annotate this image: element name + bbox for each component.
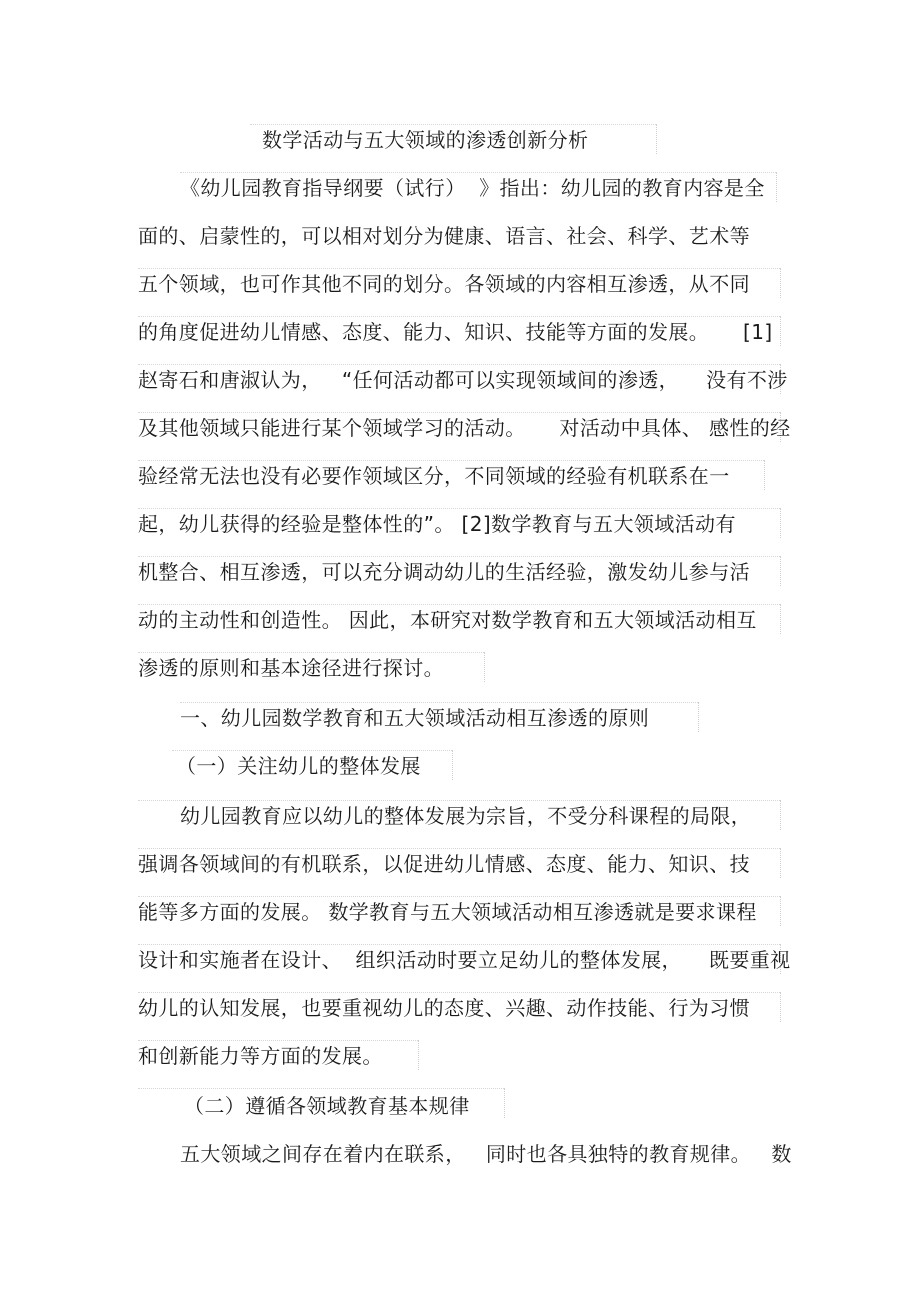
paragraph-line: 的角度促进幼儿情感、态度、能力、知识、技能等方面的发展。 [1] — [138, 320, 773, 344]
paragraph-line: 面的、启蒙性的，可以相对划分为健康、语言、社会、科学、艺术等 — [138, 224, 750, 248]
guide-rule — [138, 1088, 504, 1089]
paragraph-line: 机整合、相互渗透，可以充分调动幼儿的生活经验，激发幼儿参与活 — [138, 560, 750, 584]
guide-rule — [452, 750, 453, 780]
guide-rule — [138, 604, 780, 605]
guide-rule — [138, 460, 764, 461]
guide-rule — [138, 364, 780, 365]
guide-rule — [138, 412, 780, 413]
guide-rule — [698, 702, 699, 732]
paragraph-line: 赵寄石和唐淑认为， “任何活动都可以实现领域间的渗透， 没有不涉 — [138, 368, 788, 392]
guide-rule — [138, 556, 780, 557]
guide-rule — [138, 652, 484, 653]
section-heading: 一、幼儿园数学教育和五大领域活动相互渗透的原则 — [180, 706, 650, 730]
paragraph-line: 五大领域之间存在着内在联系， 同时也各具独特的教育规律。 数 — [180, 1142, 792, 1166]
guide-rule — [138, 268, 780, 269]
guide-rule — [780, 508, 781, 538]
paragraph-line: 设计和实施者在设计、 组织活动时要立足幼儿的整体发展， 既要重视 — [138, 948, 791, 972]
guide-rule — [504, 1088, 505, 1118]
subsection-heading: （二）遵循各领域教育基本规律 — [184, 1094, 470, 1118]
guide-rule — [138, 800, 780, 801]
paragraph-line: 验经常无法也没有必要作领域区分，不同领域的经验有机联系在一 — [138, 464, 730, 488]
paragraph-line: 动的主动性和创造性。 因此，本研究对数学教育和五大领域活动相互 — [138, 608, 757, 632]
guide-rule — [138, 896, 780, 897]
guide-rule — [780, 316, 781, 346]
paragraph-line: 渗透的原则和基本途径进行探讨。 — [138, 656, 444, 680]
guide-rule — [780, 604, 781, 634]
guide-rule — [138, 848, 780, 849]
guide-rule — [138, 944, 780, 945]
guide-rule — [780, 800, 781, 830]
guide-rule — [484, 652, 485, 682]
guide-rule — [776, 172, 777, 202]
document-title: 数学活动与五大领域的渗透创新分析 — [262, 128, 589, 152]
paragraph-line: 幼儿园教育应以幼儿的整体发展为宗旨，不受分科课程的局限， — [180, 804, 752, 828]
guide-rule — [172, 750, 452, 751]
paragraph-line: 幼儿的认知发展，也要重视幼儿的态度、兴趣、动作技能、行为习惯 — [138, 996, 750, 1020]
guide-rule — [780, 556, 781, 586]
paragraph-line: 及其他领域只能进行某个领域学习的活动。 对活动中具体、 感性的经 — [138, 416, 791, 440]
paragraph-line: 和创新能力等方面的发展。 — [138, 1044, 383, 1068]
guide-rule — [250, 124, 656, 125]
paragraph-line: 起，幼儿获得的经验是整体性的”。 [2]数学教育与五大领域活动有 — [138, 512, 736, 536]
paragraph-line: 强调各领域间的有机联系，以促进幼儿情感、态度、能力、知识、技 — [138, 852, 750, 876]
guide-rule — [780, 268, 781, 298]
guide-rule — [138, 1040, 418, 1041]
guide-rule — [780, 992, 781, 1022]
guide-rule — [138, 508, 780, 509]
paragraph-line: 《幼儿园教育指导纲要（试行） 》指出：幼儿园的教育内容是全 — [180, 176, 765, 200]
guide-rule — [764, 460, 765, 490]
guide-rule — [138, 992, 780, 993]
guide-rule — [138, 316, 780, 317]
paragraph-line: 五个领域，也可作其他不同的划分。各领域的内容相互渗透，从不同 — [138, 272, 750, 296]
paragraph-line: 能等多方面的发展。 数学教育与五大领域活动相互渗透就是要求课程 — [138, 900, 757, 924]
subsection-heading: （一）关注幼儿的整体发展 — [176, 754, 421, 778]
guide-rule — [656, 124, 657, 154]
guide-rule — [180, 172, 776, 173]
guide-rule — [780, 848, 781, 878]
guide-rule — [180, 702, 698, 703]
guide-rule — [780, 896, 781, 926]
guide-rule — [418, 1040, 419, 1070]
